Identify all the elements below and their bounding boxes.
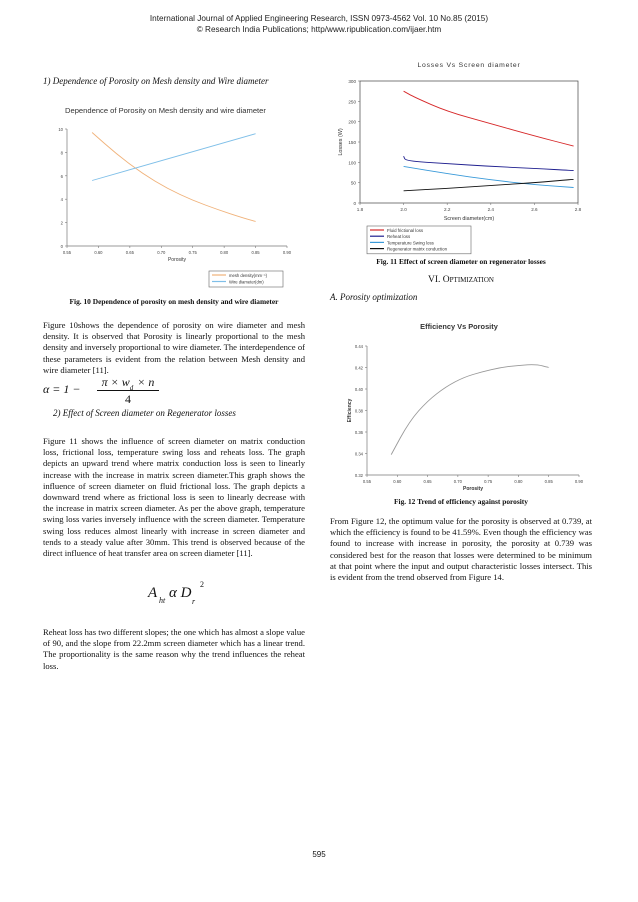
eq1-numerator-n: × n [137,375,155,389]
fig12-xtick-label: 0.55 [362,479,372,484]
fig10-xtick-label: 0.55 [62,250,72,255]
fig10-legend-label: Wire diameter(dm) [229,279,264,285]
fig10-xtick-label: 0.80 [220,250,229,255]
fig12-xtick-label: 0.80 [514,479,523,484]
fig11-series-line-3 [404,179,574,190]
journal-line: International Journal of Applied Engineering Research, ISSN 0973-4562 Vol. 10 No.85 (2015) [149,14,489,23]
fig12-ytick-label: 0.44 [354,344,363,349]
fig10-xtick-label: 0.90 [282,250,292,255]
fig12-ytick-label: 0.38 [354,408,363,414]
fig10-ytick-label: 8 [60,150,63,156]
fig10-xtick-label: 0.85 [251,250,260,255]
fig12-series-line-0 [391,365,549,455]
fig10-xtick-label: 0.65 [125,250,134,255]
fig11-xtick-label: 2.4 [487,207,494,212]
fig10-xlabel: Porosity [167,257,187,263]
fig12-xlabel: Porosity [462,486,484,492]
fig12-ytick-label: 0.40 [354,387,363,392]
fig10-chart [57,103,297,291]
fig11-xlabel: Screen diameter(cm) [443,216,495,222]
heading-screen-diameter: 2) Effect of Screen diameter on Regenerator losses [53,408,236,418]
paragraph-optimization: From Figure 12, the optimum value for the porosity is observed at 0.739, at which the efficiency is found to be 41.59%. Even though the efficiency was found to increase with increase in porosity, the porosity at 0.739 was considered best for the reason that losses were determined to be minimum at that point where the input and output characteristic losses intersect. This is evident from the trend observed from Figure 14. [330,516,592,583]
eq2-alpha-d: α D [169,585,192,601]
equation-area [148,580,228,613]
equation-porosity [43,373,243,409]
fig12-xtick-label: 0.90 [574,479,584,484]
heading-porosity-dependence: 1) Dependence of Porosity on Mesh density and Wire diameter [43,76,269,86]
section-heading: VI. Optimization [428,275,494,285]
fig11-xtick-label: 2.0 [400,207,407,212]
fig12-title: Efficiency Vs Porosity [420,322,498,331]
fig11-legend-label: Regenerator matrix conduction [387,246,448,252]
paragraph-reheat: Reheat loss has two different slopes; the one which has almost a slope value of 90, and the slope from 22.2mm screen diameter which has a linear trend. The proportionality is the same reason why the trend influences the reheat loss. [43,627,305,671]
fig10-series-line-0 [92,133,256,222]
fig10-ytick-label: 10 [58,127,63,132]
fig12-xtick-label: 0.65 [423,479,432,484]
fig10-ytick-label: 6 [60,173,63,179]
fig11-ytick-label: 50 [350,180,356,186]
fig11-xtick-label: 2.6 [531,207,538,212]
fig11-chart [330,57,592,259]
fig12-ylabel: Efficiency [347,398,353,423]
fig11-series-line-1 [404,156,574,170]
fig11-ytick-label: 0 [353,201,356,206]
fig11-legend-label: Fluid frictional loss [387,228,424,233]
eq1-denominator: 4 [125,392,131,406]
fig11-ylabel: Losses (W) [338,128,344,156]
fig12-xtick-label: 0.70 [453,479,462,484]
eq2-sup: 2 [200,580,204,589]
fig10-ytick-label: 2 [60,220,63,226]
eq1-numerator: π × w [101,375,130,389]
fig11-legend-label: Temperature Swing loss [387,240,434,246]
fig12-xtick-label: 0.60 [393,479,402,484]
fig10-ytick-label: 0 [60,244,63,249]
fig11-xtick-label: 1.8 [356,207,364,212]
paragraph-fig10: Figure 10shows the dependence of porosity on wire diameter and mesh density. It is observed that Porosity is linearly proportional to the mesh density and inversely proportional to wire diameter. The interdependence of these parameters is evident from the relation between Mesh density and wire diameter [11]. [43,320,305,375]
eq1-lhs: α = 1 − [43,382,81,396]
eq1-fraction-bar [97,390,159,391]
fig11-ytick-label: 250 [348,99,356,105]
eq1-subscript: d [129,384,134,393]
fig11-ytick-label: 300 [348,79,356,84]
eq2-sub-ht: ht [159,596,166,605]
fig11-ytick-label: 200 [348,119,356,125]
fig11-ytick-label: 100 [348,160,356,166]
fig12-ytick-label: 0.36 [354,430,363,435]
fig11-plot-frame [360,81,578,203]
page-header [0,13,638,35]
fig12-chart [345,312,585,494]
subsection-heading: A. Porosity optimization [330,292,418,302]
fig12-xtick-label: 0.75 [484,479,493,484]
fig10-series-line-1 [92,134,256,181]
eq2-a: A [148,585,158,601]
paragraph-fig11: Figure 11 shows the influence of screen diameter on matrix conduction loss, frictional loss, temperature swing loss and reheats loss. The graph depicts an upward trend where matrix conduction loss is seen to linearly increase with the increase in matrix screen diameter.This graph shows the influence of screen diameter on fluid frictional loss. The graph depicts a downward trend where as frictional loss is seen to linearly decrease with the increase in matrix screen diameter. As per the above graph, temperature swing loss varies inversely influence with the screen diameter. Temperature swing loss reduces almost linearly with increase in screen diameter and tends to a steady value after 30mm. This trend is observed because of the direct influence of heat transfer area on screen diameter [11]. [43,436,305,559]
fig11-title: Losses Vs Screen diameter [417,62,521,69]
fig10-title: Dependence of Porosity on Mesh density and wire diameter [65,106,266,115]
fig12-caption: Fig. 12 Trend of efficiency against porosity [394,497,528,506]
fig10-xtick-label: 0.70 [157,250,166,255]
fig12-ytick-label: 0.32 [354,473,363,478]
fig10-legend-label: mesh density(mm⁻¹) [229,273,268,278]
eq2-sub-r: r [192,597,196,606]
fig11-xtick-label: 2.2 [444,207,451,212]
fig12-ytick-label: 0.34 [354,451,363,457]
fig11-xtick-label: 2.8 [574,207,582,212]
publisher-line: © Research India Publications; http/www.ripublication.com/ijaer.htm [196,25,442,34]
fig11-series-line-0 [404,91,574,146]
fig11-ytick-label: 150 [348,140,356,145]
fig11-caption: Fig. 11 Effect of screen diameter on regenerator losses [376,257,546,266]
fig10-caption: Fig. 10 Dependence of porosity on mesh density and wire diameter [69,297,279,306]
fig10-ytick-label: 4 [60,197,63,203]
fig11-legend-label: Reheat loss [387,234,411,240]
fig12-xtick-label: 0.85 [544,479,553,484]
fig10-xtick-label: 0.60 [94,250,103,255]
fig12-ytick-label: 0.42 [354,365,363,371]
page-number: 595 [312,850,326,859]
fig10-xtick-label: 0.75 [188,250,197,255]
